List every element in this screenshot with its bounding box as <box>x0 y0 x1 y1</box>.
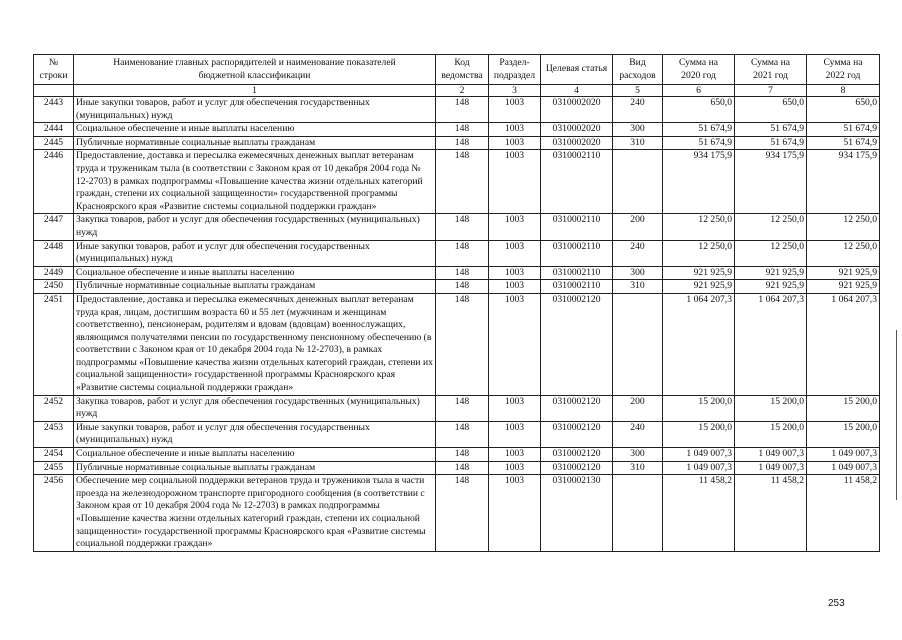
row-sum-2022: 51 674,9 <box>807 123 880 137</box>
table-header <box>34 55 880 97</box>
row-number: 2456 <box>34 475 74 552</box>
table-row <box>34 293 880 395</box>
row-expense-type: 240 <box>613 97 663 123</box>
row-dept-code: 148 <box>436 266 489 280</box>
row-name: Обеспечение мер социальной поддержки ветеранов труда и тружеников тыла в части проезда на железнодорожном транспорте пригородного сообщения (в соответствии с Законом края от 10 декабря 2004 года № 12-2703) в рамках подпрограммы «Повышение качества жизни отдельных категорий граждан, степени их социальной защищенности» государственной программы Красноярского края «Развитие системы социальной поддержки граждан» <box>74 475 436 552</box>
table-row <box>34 150 880 214</box>
header-expense-type: Вид расходов <box>613 55 663 85</box>
row-expense-type: 310 <box>613 136 663 150</box>
row-sum-2022: 15 200,0 <box>807 395 880 421</box>
row-sum-2022: 921 925,9 <box>807 266 880 280</box>
row-name: Публичные нормативные социальные выплаты гражданам <box>74 136 436 150</box>
row-sum-2020: 12 250,0 <box>663 214 735 240</box>
column-number: 3 <box>489 85 541 97</box>
row-name: Иные закупки товаров, работ и услуг для обеспечения государственных (муниципальных) нужд <box>74 240 436 266</box>
row-number: 2444 <box>34 123 74 137</box>
row-sum-2020: 51 674,9 <box>663 123 735 137</box>
row-expense-type <box>613 293 663 395</box>
row-number: 2450 <box>34 280 74 294</box>
row-number: 2453 <box>34 421 74 447</box>
row-section: 1003 <box>489 150 541 214</box>
row-dept-code: 148 <box>436 97 489 123</box>
row-sum-2020: 51 674,9 <box>663 136 735 150</box>
column-number: 7 <box>735 85 807 97</box>
row-sum-2020: 934 175,9 <box>663 150 735 214</box>
row-dept-code: 148 <box>436 240 489 266</box>
row-number: 2445 <box>34 136 74 150</box>
row-number: 2454 <box>34 448 74 462</box>
row-number: 2455 <box>34 461 74 475</box>
row-dept-code: 148 <box>436 136 489 150</box>
row-dept-code: 148 <box>436 448 489 462</box>
row-section: 1003 <box>489 395 541 421</box>
row-target-item: 0310002110 <box>541 214 613 240</box>
row-dept-code: 148 <box>436 395 489 421</box>
header-dept-code: Код ведомства <box>436 55 489 85</box>
row-sum-2021: 921 925,9 <box>735 266 807 280</box>
column-number: 5 <box>613 85 663 97</box>
row-name: Социальное обеспечение и иные выплаты населению <box>74 123 436 137</box>
row-target-item: 0310002120 <box>541 293 613 395</box>
row-sum-2022: 12 250,0 <box>807 240 880 266</box>
page-number: 253 <box>828 598 845 609</box>
row-sum-2021: 921 925,9 <box>735 280 807 294</box>
row-sum-2021: 15 200,0 <box>735 395 807 421</box>
row-section: 1003 <box>489 280 541 294</box>
row-name: Публичные нормативные социальные выплаты гражданам <box>74 280 436 294</box>
row-sum-2020: 921 925,9 <box>663 266 735 280</box>
row-sum-2020: 1 049 007,3 <box>663 461 735 475</box>
table-row <box>34 448 880 462</box>
table-body <box>34 97 880 552</box>
row-number: 2447 <box>34 214 74 240</box>
table-row <box>34 461 880 475</box>
row-sum-2022: 15 200,0 <box>807 421 880 447</box>
row-section: 1003 <box>489 97 541 123</box>
row-target-item: 0310002120 <box>541 421 613 447</box>
column-number <box>34 85 74 97</box>
row-sum-2021: 934 175,9 <box>735 150 807 214</box>
row-dept-code: 148 <box>436 461 489 475</box>
column-number: 4 <box>541 85 613 97</box>
row-sum-2021: 15 200,0 <box>735 421 807 447</box>
row-expense-type: 200 <box>613 395 663 421</box>
row-section: 1003 <box>489 240 541 266</box>
table-row <box>34 266 880 280</box>
row-number: 2451 <box>34 293 74 395</box>
budget-table <box>33 54 880 552</box>
row-section: 1003 <box>489 421 541 447</box>
row-section: 1003 <box>489 293 541 395</box>
table-row <box>34 97 880 123</box>
row-target-item: 0310002110 <box>541 280 613 294</box>
row-dept-code: 148 <box>436 293 489 395</box>
row-expense-type: 240 <box>613 240 663 266</box>
row-section: 1003 <box>489 448 541 462</box>
row-sum-2021: 1 049 007,3 <box>735 461 807 475</box>
column-number: 8 <box>807 85 880 97</box>
row-target-item: 0310002120 <box>541 461 613 475</box>
row-expense-type: 300 <box>613 448 663 462</box>
table-row <box>34 475 880 552</box>
row-expense-type: 200 <box>613 214 663 240</box>
row-target-item: 0310002120 <box>541 395 613 421</box>
row-dept-code: 148 <box>436 280 489 294</box>
row-dept-code: 148 <box>436 214 489 240</box>
row-sum-2020: 11 458,2 <box>663 475 735 552</box>
row-number: 2448 <box>34 240 74 266</box>
row-section: 1003 <box>489 266 541 280</box>
row-sum-2022: 934 175,9 <box>807 150 880 214</box>
row-sum-2020: 15 200,0 <box>663 395 735 421</box>
row-expense-type: 310 <box>613 280 663 294</box>
row-section: 1003 <box>489 123 541 137</box>
row-target-item: 0310002020 <box>541 123 613 137</box>
column-numbers-row <box>34 85 880 97</box>
row-target-item: 0310002110 <box>541 240 613 266</box>
row-sum-2022: 12 250,0 <box>807 214 880 240</box>
row-sum-2021: 11 458,2 <box>735 475 807 552</box>
row-dept-code: 148 <box>436 421 489 447</box>
row-expense-type: 240 <box>613 421 663 447</box>
row-name: Закупка товаров, работ и услуг для обеспечения государственных (муниципальных) нужд <box>74 214 436 240</box>
row-expense-type <box>613 150 663 214</box>
row-expense-type: 300 <box>613 123 663 137</box>
row-name: Публичные нормативные социальные выплаты гражданам <box>74 461 436 475</box>
table-row <box>34 280 880 294</box>
row-name: Социальное обеспечение и иные выплаты населению <box>74 448 436 462</box>
row-target-item: 0310002130 <box>541 475 613 552</box>
row-expense-type <box>613 475 663 552</box>
header-row-number: № строки <box>34 55 74 85</box>
row-sum-2020: 921 925,9 <box>663 280 735 294</box>
row-sum-2021: 12 250,0 <box>735 214 807 240</box>
row-sum-2022: 1 049 007,3 <box>807 461 880 475</box>
header-target-item: Целевая статья <box>541 55 613 85</box>
row-number: 2449 <box>34 266 74 280</box>
row-target-item: 0310002110 <box>541 266 613 280</box>
table-row <box>34 240 880 266</box>
column-number: 2 <box>436 85 489 97</box>
row-sum-2020: 12 250,0 <box>663 240 735 266</box>
scan-edge-line <box>896 330 897 500</box>
row-dept-code: 148 <box>436 475 489 552</box>
row-expense-type: 300 <box>613 266 663 280</box>
column-number: 1 <box>74 85 436 97</box>
row-sum-2022: 11 458,2 <box>807 475 880 552</box>
budget-table-sheet <box>33 54 880 552</box>
row-target-item: 0310002020 <box>541 136 613 150</box>
table-row <box>34 214 880 240</box>
header-section: Раздел- подраздел <box>489 55 541 85</box>
row-expense-type: 310 <box>613 461 663 475</box>
row-dept-code: 148 <box>436 123 489 137</box>
row-sum-2021: 650,0 <box>735 97 807 123</box>
row-sum-2021: 51 674,9 <box>735 123 807 137</box>
row-number: 2452 <box>34 395 74 421</box>
row-number: 2443 <box>34 97 74 123</box>
table-row <box>34 136 880 150</box>
column-number: 6 <box>663 85 735 97</box>
header-name: Наименование главных распорядителей и наименование показателей бюджетной классификации <box>74 55 436 85</box>
row-name: Социальное обеспечение и иные выплаты населению <box>74 266 436 280</box>
row-sum-2020: 15 200,0 <box>663 421 735 447</box>
row-number: 2446 <box>34 150 74 214</box>
row-target-item: 0310002120 <box>541 448 613 462</box>
row-target-item: 0310002110 <box>541 150 613 214</box>
row-section: 1003 <box>489 475 541 552</box>
row-sum-2022: 1 064 207,3 <box>807 293 880 395</box>
row-sum-2021: 12 250,0 <box>735 240 807 266</box>
row-name: Закупка товаров, работ и услуг для обеспечения государственных (муниципальных) нужд <box>74 395 436 421</box>
row-sum-2020: 650,0 <box>663 97 735 123</box>
row-sum-2020: 1 064 207,3 <box>663 293 735 395</box>
table-row <box>34 421 880 447</box>
row-sum-2022: 650,0 <box>807 97 880 123</box>
row-sum-2022: 921 925,9 <box>807 280 880 294</box>
header-sum-2022: Сумма на 2022 год <box>807 55 880 85</box>
row-sum-2021: 51 674,9 <box>735 136 807 150</box>
row-name: Предоставление, доставка и пересылка ежемесячных денежных выплат ветеранам труда и труженикам тыла (в соответствии с Законом края от 10 декабря 2004 года № 12-2703) в рамках подпрограммы «Повышение качества жизни отдельных категорий граждан, степени их социальной защищенности» государственной программы Красноярского края «Развитие системы социальной поддержки граждан» <box>74 150 436 214</box>
row-sum-2020: 1 049 007,3 <box>663 448 735 462</box>
row-sum-2022: 51 674,9 <box>807 136 880 150</box>
table-row <box>34 123 880 137</box>
row-name: Предоставление, доставка и пересылка ежемесячных денежных выплат ветеранам труда края, лицам, достигшим возраста 60 и 55 лет (мужчинам и женщинам соответственно), пенсионерам, родителям и вдовам (вдовцам) военнослужащих, являющимся получателями пенсии по государственному пенсионному обеспечению (в соответствии с Законом края от 10 декабря 2004 года № 12-2703), в рамках подпрограммы «Повышение качества жизни отдельных категорий граждан, степени их социальной защищенности» государственной программы Красноярского края «Развитие системы социальной поддержки граждан» <box>74 293 436 395</box>
header-sum-2021: Сумма на 2021 год <box>735 55 807 85</box>
row-name: Иные закупки товаров, работ и услуг для обеспечения государственных (муниципальных) нужд <box>74 97 436 123</box>
row-section: 1003 <box>489 461 541 475</box>
header-sum-2020: Сумма на 2020 год <box>663 55 735 85</box>
row-section: 1003 <box>489 214 541 240</box>
row-sum-2022: 1 049 007,3 <box>807 448 880 462</box>
table-row <box>34 395 880 421</box>
row-sum-2021: 1 049 007,3 <box>735 448 807 462</box>
row-target-item: 0310002020 <box>541 97 613 123</box>
row-section: 1003 <box>489 136 541 150</box>
row-sum-2021: 1 064 207,3 <box>735 293 807 395</box>
row-dept-code: 148 <box>436 150 489 214</box>
row-name: Иные закупки товаров, работ и услуг для обеспечения государственных (муниципальных) нужд <box>74 421 436 447</box>
